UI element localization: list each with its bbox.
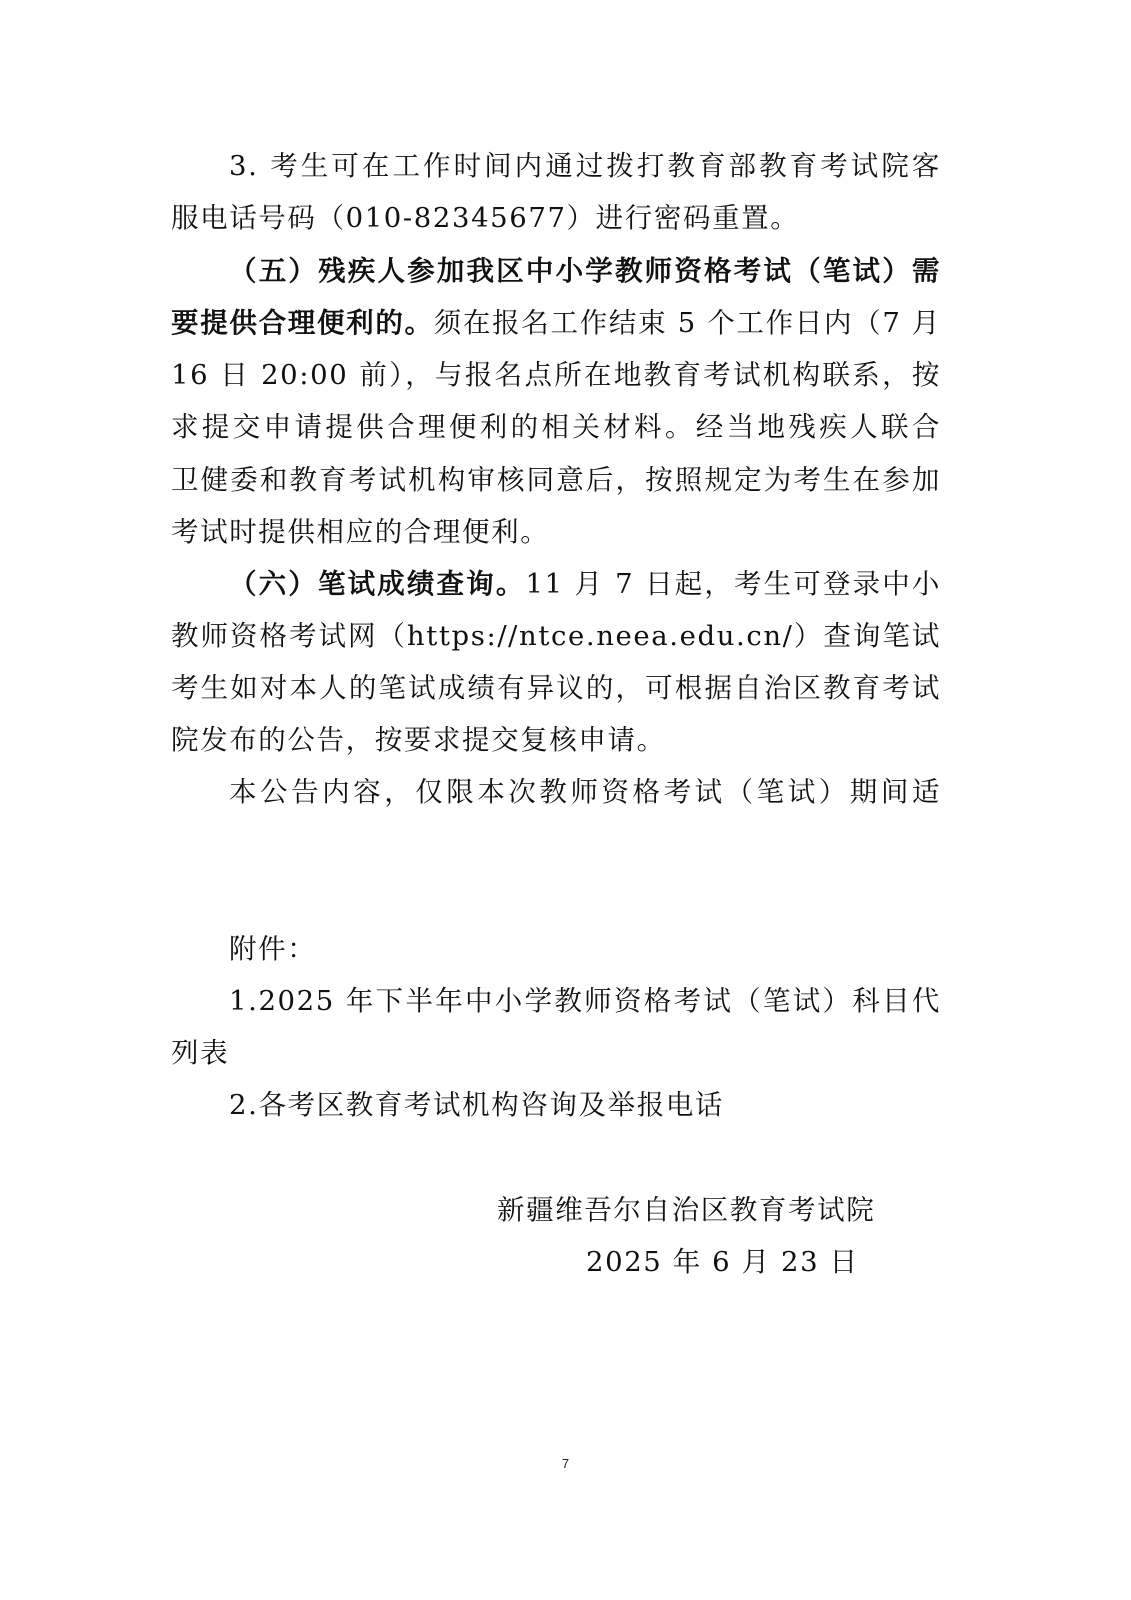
para6-heading: （六）笔试成绩查询。 (229, 568, 526, 600)
para5-line5: 卫健委和教育考试机构审核同意后，按照规定为考生在参加 (171, 464, 941, 496)
para3-line1: 3. 考生可在工作时间内通过拨打教育部教育考试院客 (229, 150, 941, 182)
para5-heading: （五）残疾人参加我区中小学教师资格考试（笔试）需 (229, 255, 941, 287)
page-number: 7 (561, 1456, 570, 1471)
para5-line4: 求提交申请提供合理便利的相关材料。经当地残疾人联合 (171, 411, 941, 443)
para6-line3: 考生如对本人的笔试成绩有异议的，可根据自治区教育考试 (171, 672, 941, 704)
attachment-item-1-continued: 列表 (171, 1037, 230, 1069)
para3-line2: 服电话号码（010-82345677）进行密码重置。 (171, 202, 800, 234)
signature-date: 2025 年 6 月 23 日 (586, 1246, 859, 1278)
para6-line1 (229, 568, 941, 601)
para5-line2 (171, 307, 941, 340)
attachment-item-2: 2.各考区教育考试机构咨询及举报电话 (229, 1089, 725, 1121)
scope-note: 本公告内容，仅限本次教师资格考试（笔试）期间适 (229, 776, 941, 808)
signature-organization: 新疆维吾尔自治区教育考试院 (497, 1194, 876, 1226)
attachment-item-1: 1.2025 年下半年中小学教师资格考试（笔试）科目代 (229, 985, 941, 1017)
para5-heading-end: 要提供合理便利的。 (171, 307, 434, 339)
para5-line2-text: 须在报名工作结束 5 个工作日内（7 月 (433, 307, 941, 339)
para6-line4: 院发布的公告，按要求提交复核申请。 (171, 724, 666, 756)
para6-line2: 教师资格考试网（https://ntce.neea.edu.cn/）查询笔试 (171, 620, 941, 652)
para5-line3: 16 日 20:00 前），与报名点所在地教育考试机构联系，按 (171, 359, 941, 391)
para5-line6: 考试时提供相应的合理便利。 (171, 516, 550, 548)
para6-line1-text: 11 月 7 日起，考生可登录中小 (525, 568, 941, 600)
attachments-label: 附件： (229, 933, 317, 965)
